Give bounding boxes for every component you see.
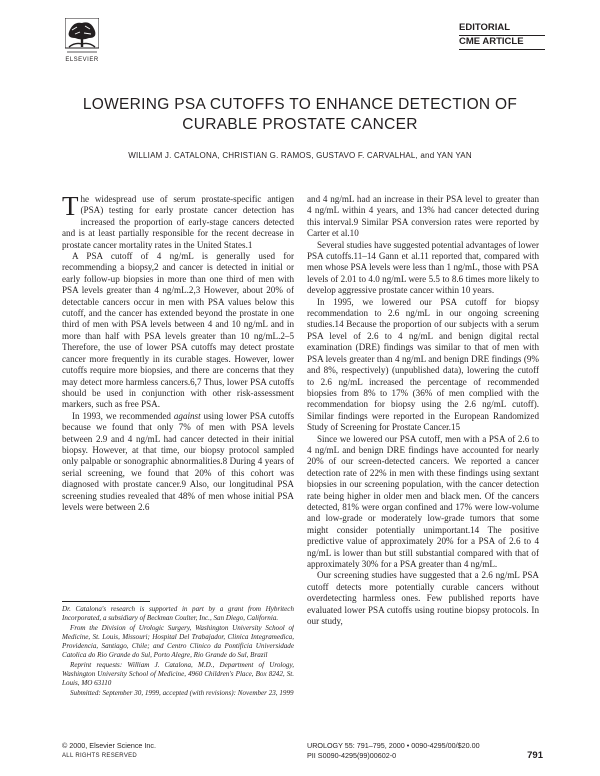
body-paragraph [62, 194, 294, 251]
body-paragraph: and 4 ng/mL had an increase in their PSA level to greater than 4 ng/mL within 4 years, and 13% had cancer detected during this interval.9 Similar PSA conversion rates were reported by Carter et al.10 [307, 194, 539, 239]
paragraph-text: he widespread use of serum prostate-specific antigen (PSA) testing for early prostate cancer detection has increased the proportion of early-stage cancers detected and is at least partially responsible for the recent decrease in prostate cancer mortality rates in the United States.1 [62, 194, 294, 250]
body-paragraph: A PSA cutoff of 4 ng/mL is generally used for recommending a biopsy,2 and cancer is detected in initial or early follow-up biopsies in more than one third of men with PSA levels greater than 4 ng/mL.2,3 However, about 20% of detectable cancers occur in men with PSA values below this cutoff, and the cancer has extended beyond the prostate in one third of men with PSA levels between 4 and 10 ng/mL and in more than half with PSA levels greater than 10 ng/mL.2–5 Therefore, the use of lower PSA cutoffs may detect prostate cancer more frequently in its curable stages. However, lower cutoffs require more biopsies, and there are concerns that they may detect more harmless cancers.6,7 Thus, lower PSA cutoffs should be used in conjunction with other risk-assessment markers, such as free PSA. [62, 251, 294, 410]
footnotes [62, 605, 294, 745]
author-list: WILLIAM J. CATALONA, CHRISTIAN G. RAMOS, GUSTAVO F. CARVALHAL, and YAN YAN [128, 151, 472, 160]
elsevier-tree-icon [65, 18, 99, 56]
body-column-right [307, 194, 539, 734]
body-paragraph: Our screening studies have suggested that a 2.6 ng/mL PSA cutoff detects more potentially curable cancers without overdetecting harmless ones. Few published reports have evaluated lower PSA cutoffs using routine biopsy protocols. In our study, [307, 570, 539, 627]
article-type-header [459, 22, 545, 50]
drop-cap: T [62, 194, 79, 221]
footnote-affiliations: From the Division of Urologic Surgery, Washington University School of Medicine, St. Louis, Missouri; Hospital Del Trabajador, Clinica Integramedica, Providencia, Santiago, Chile; and Centro Clinico da Pontificia Universidade Catolica do Rio Grande do Sul, Porto Alegre, Rio Grande do Sul, Brazil [62, 623, 294, 660]
editorial-label: EDITORIAL [459, 22, 545, 36]
body-paragraph: Several studies have suggested potential advantages of lower PSA cutoffs.11–14 Gann et al.11 reported that, compared with men whose PSA levels were less than 1 ng/mL, those with PSA levels of 2.01 to 4.0 ng/mL were 5.5 to 8.6 times more likely to develop aggressive prostate cancer within 10 years. [307, 239, 539, 296]
footnote-submitted: Submitted: September 30, 1999, accepted (with revisions): November 23, 1999 [70, 688, 294, 697]
body-paragraph [62, 411, 294, 514]
body-paragraph: Since we lowered our PSA cutoff, men with a PSA of 2.6 to 4 ng/mL and benign DRE findings have accounted for nearly 20% of our screen-detected cancers. We reported a cancer detection rate of 22% in men with these findings using sextant biopsies in our screening population, with the cancer detection rate being higher in older men and black men. Of the cancers detected, 81% were organ confined and 17% were low-volume and low-grade or moderately low-grade tumors that some might consider potentially unimportant.14 The positive predictive value of approximately 20% for a PSA of 2.6 to 4 ng/mL is lower than but still substantial compared with that of approximately 30% for a PSA greater than 4 ng/mL. [307, 433, 539, 569]
page-number: 791 [527, 750, 543, 761]
paragraph-text: In 1993, we recommended [72, 410, 174, 421]
footnote-reprints: Reprint requests: William J. Catalona, M.D., Department of Urology, Washington University School of Medicine, 4960 Children's Place, Box 8242, St. Louis, MO 63110 [62, 660, 294, 688]
emphasis-text: against [173, 410, 201, 421]
footer-copyright [62, 741, 156, 761]
publisher-logo-text: ELSEVIER [65, 57, 99, 63]
cme-article-label: CME ARTICLE [459, 36, 545, 50]
journal-citation: UROLOGY 55: 791–795, 2000 • 0090-4295/00/$20.00 [307, 741, 480, 750]
footnote-divider [62, 601, 150, 602]
paragraph-text: using lower PSA cutoffs because we found that only 7% of men with PSA levels between 2.9 and 4 ng/mL had cancer detected in their initial biopsy. However, at that time, our biopsy protocol sampled only palpable or sonographic abnormalities.8 During 4 years of serial screening, we found that 20% of this cohort was diagnosed with prostate cancer.9 Also, our longitudinal PSA screening studies revealed that 48% of men whose initial PSA levels were between 2.6 [62, 410, 294, 512]
body-paragraph: In 1995, we lowered our PSA cutoff for biopsy recommendation to 2.6 ng/mL in our ongoing screening studies.14 Because the proportion of our subjects with a serum PSA level of 2.6 to 4 ng/mL and benign digital rectal examination (DRE) findings was similar to that of men with PSA levels greater than 4 ng/mL and benign DRE findings (9% and 8%, respectively) (unpublished data), lowering the cutoff to 2.6 ng/mL increased the percentage of recommended biopsies from 8% to 17% (36% of men complied with the recommendation for biopsy using the 2.6 ng/mL cutoff). Similar findings were reported in the European Randomized Study of Screening for Prostate Cancer.15 [307, 296, 539, 433]
article-title [40, 95, 560, 135]
pii-text: PII S0090-4295(99)00602-0 [307, 751, 397, 760]
footnote-support: Dr. Catalona's research is supported in part by a grant from Hybritech Incorporated, a subsidiary of Beckman Coulter, Inc., San Diego, California. [62, 605, 294, 623]
footer-journal-info [307, 741, 543, 761]
copyright-text: © 2000, Elsevier Science Inc. [62, 741, 156, 750]
body-column-left [62, 194, 294, 596]
publisher-logo [60, 18, 104, 63]
rights-text: ALL RIGHTS RESERVED [62, 753, 138, 759]
article-title-line-2: CURABLE PROSTATE CANCER [182, 116, 418, 133]
article-title-line-1: LOWERING PSA CUTOFFS TO ENHANCE DETECTION OF [82, 96, 518, 113]
